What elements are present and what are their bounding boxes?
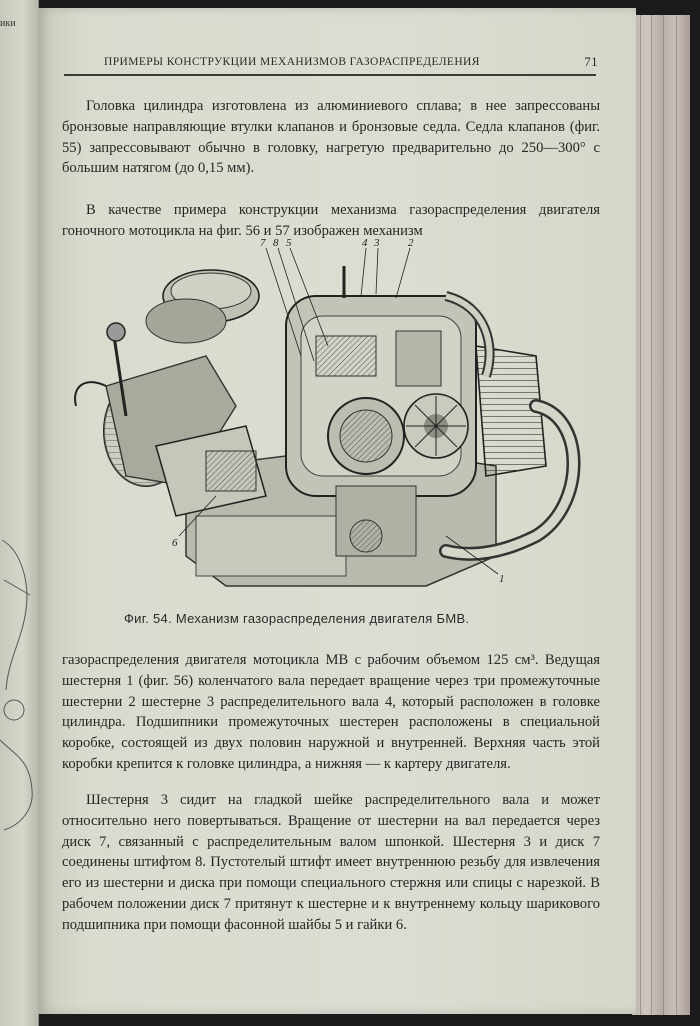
paragraph-gear-3: Шестерня 3 сидит на гладкой шейке распределительного вала и может относительно него повертываться. Вращение от шестерни на вал передается через диск 7, связанный с распределительным валом шпонкой. Шестерня 3 и диск 7 соединены штифтом 8. Пустотелый штифт имеет внутреннюю резьбу для извлечения его из шестерни и диска при помощи специального стержня или спицы с нарезкой. В рабочем положении диск 7 притянут к шестерне и к внутреннему кольцу шарикового подшипника при помощи фасонной шайбы 5 и гайки 6.	[62, 792, 600, 933]
left-page-tab-text: ики	[0, 18, 16, 29]
callout-4: 4	[362, 237, 368, 249]
engine-drawing	[66, 236, 586, 606]
callout-2: 2	[408, 237, 414, 249]
callout-1: 1	[499, 573, 505, 585]
callout-6: 6	[172, 537, 178, 549]
header-rule	[64, 74, 596, 76]
figure-caption: Фиг. 54. Механизм газораспределения двигателя БМВ.	[124, 611, 470, 626]
running-title: ПРИМЕРЫ КОНСТРУКЦИИ МЕХАНИЗМОВ ГАЗОРАСПРЕДЕЛЕНИЯ	[104, 56, 480, 68]
engine-illustration	[66, 236, 586, 606]
callout-5: 5	[286, 237, 292, 249]
callout-3: 3	[374, 237, 380, 249]
callout-7: 7	[260, 237, 266, 249]
left-page-edge	[0, 0, 39, 1026]
page-number: 71	[584, 54, 598, 69]
paragraph-example-intro: В качестве примера конструкции механизма газораспределения двигателя гоночного мотоцикла на фиг. 56 и 57 изображен механизм	[62, 202, 600, 239]
page-block-edges	[632, 15, 690, 1015]
callout-8: 8	[273, 237, 279, 249]
paragraph-gear-train: газораспределения двигателя мотоцикла МВ с рабочим объемом 125 см³. Ведущая шестерня 1 (фиг. 56) коленчатого вала передает вращение через три промежуточные шестерни 2 шестерне 3 распределительного вала 4, который расположен в головке цилиндра. Подшипники промежуточных шестерен расположены в специальной коробке, состоящей из двух половин наружной и внутренней. Верхняя часть этой коробки крепится к головке цилиндра, а нижняя — к картеру двигателя.	[62, 652, 600, 772]
running-header	[64, 54, 604, 72]
paragraph-cylinder-head: Головка цилиндра изготовлена из алюминиевого сплава; в нее запрессованы бронзовые направляющие втулки клапанов и бронзовые седла. Седла клапанов (фиг. 55) запрессовывают обычно в головку, нагретую предварительно до 250—300° с большим натягом (до 0,15 мм).	[62, 98, 600, 177]
left-page-drawing	[0, 520, 38, 840]
